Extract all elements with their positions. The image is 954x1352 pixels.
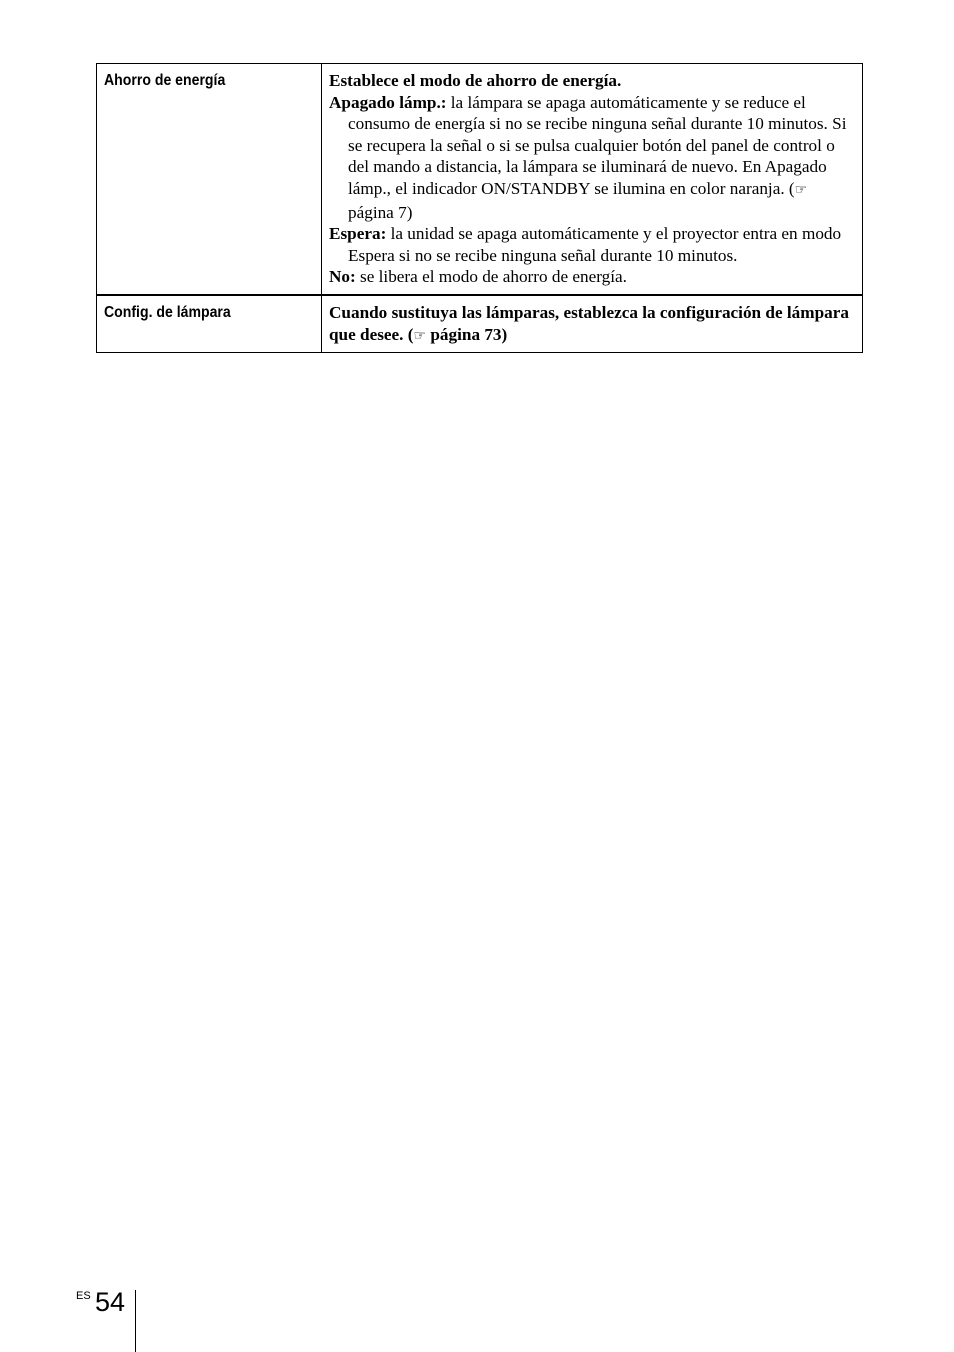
lead-text: Establece el modo de ahorro de energía. — [329, 71, 622, 90]
option-text: la lámpara se apaga automáticamente y se reduce el consumo de energía si no se recibe ninguna señal durante 10 minutos. Si se recupera la señal o si se pulsa cualquier botón del panel de control o del mando a distancia, la lámpara se iluminará de nuevo. En Apagado lámp., el indicador ON/STANDBY se ilumina en color naranja. ( — [348, 92, 847, 198]
description-cell — [322, 64, 863, 295]
language-code: ES — [76, 1290, 91, 1302]
option-label: Espera: — [329, 224, 387, 244]
page-reference: página 73) — [430, 324, 508, 344]
footer-divider — [135, 1290, 136, 1352]
page-number: 54 — [95, 1287, 126, 1317]
settings-table — [96, 63, 863, 353]
option-item — [329, 92, 855, 224]
table-row — [97, 295, 863, 353]
option-item — [329, 266, 855, 288]
term-cell — [97, 64, 322, 295]
option-text: se libera el modo de ahorro de energía. — [355, 267, 627, 287]
option-label: Apagado lámp.: — [329, 92, 447, 112]
term-label: Config. de lámpara — [104, 303, 231, 321]
option-item — [329, 223, 855, 266]
option-label: No: — [329, 267, 356, 287]
option-text: la unidad se apaga automáticamente y el proyector entra en modo Espera si no se recibe ninguna señal durante 10 minutos. — [348, 224, 842, 265]
pointing-hand-icon: ☞ — [413, 327, 427, 344]
table-row — [97, 64, 863, 295]
description-cell — [322, 295, 863, 353]
page-reference: página 7) — [348, 202, 413, 222]
description-text: Cuando sustituya las lámparas, establezca la configuración de lámpara que desee. ( — [329, 302, 849, 344]
term-cell — [97, 295, 322, 353]
pointing-hand-icon: ☞ — [794, 181, 808, 198]
term-label: Ahorro de energía — [104, 72, 226, 89]
